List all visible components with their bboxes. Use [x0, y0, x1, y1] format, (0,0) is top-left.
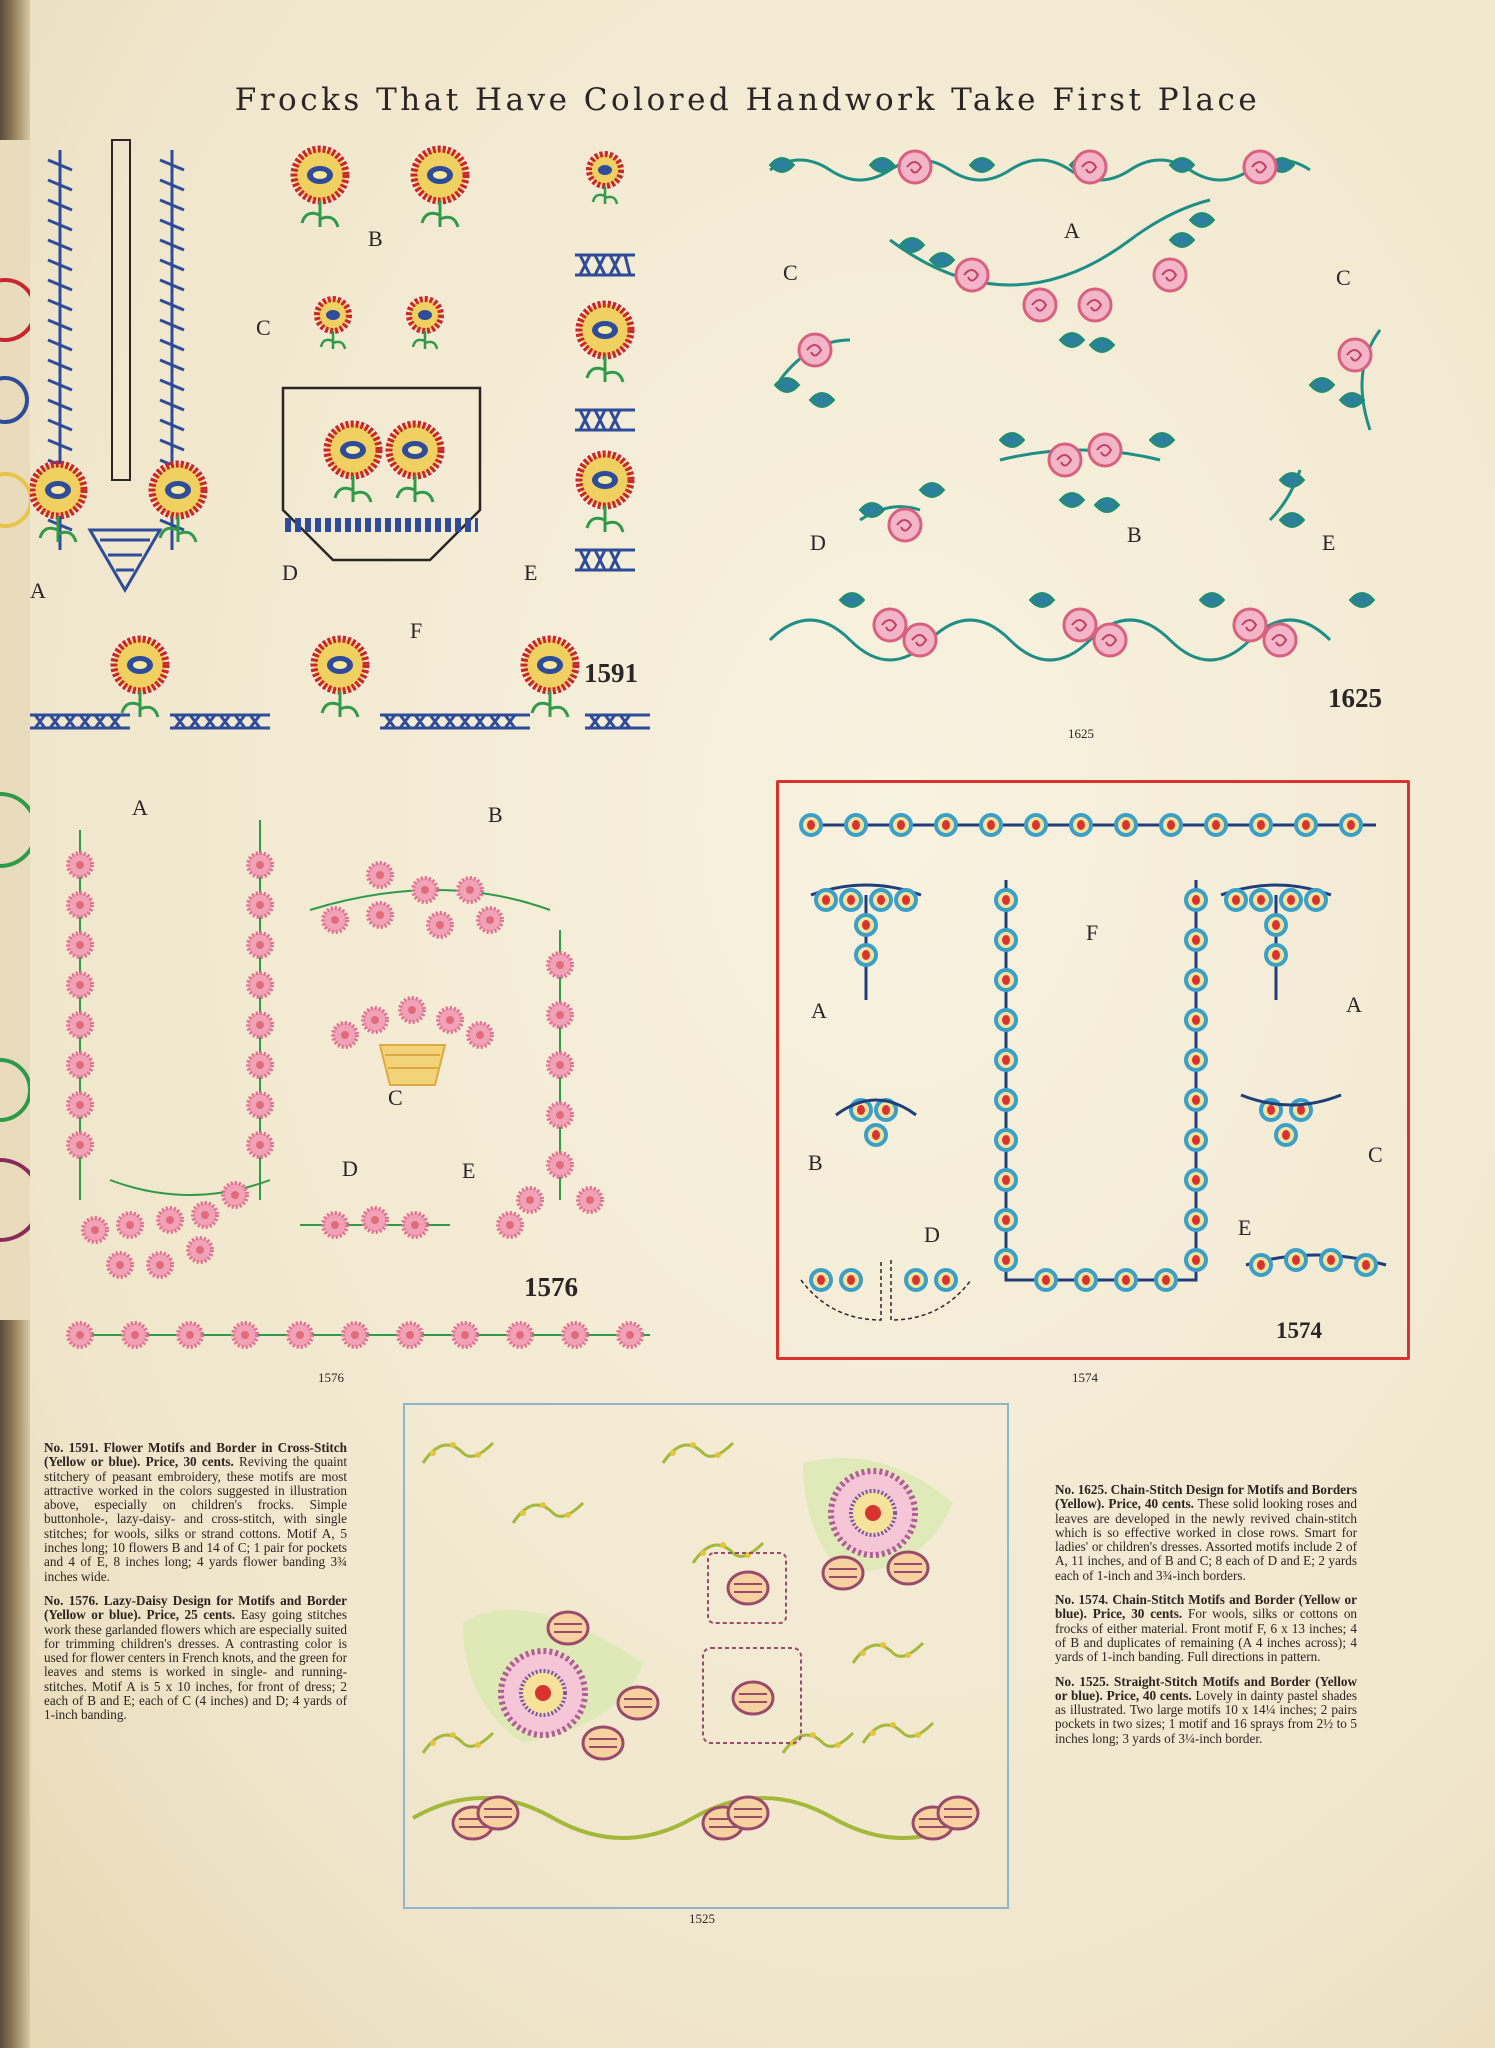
label-1574-b: B: [808, 1150, 823, 1175]
description-1625-body: These solid looking roses and leaves are developed in the newly revived chain-stitch which is so effective worked in close rows. Smart for ladies' or children's dresses. Assorted motifs include 2 of A, 11 inches, and of B and C; 8 each of D and E; 2 yards each of 1-inch and 3¾-inch borders.: [1055, 1496, 1357, 1583]
design-1576-panel: [30, 780, 680, 1390]
caption-number-1625: 1625: [1068, 726, 1094, 741]
label-1625-b: B: [1127, 522, 1142, 547]
description-1525: [1055, 1675, 1357, 1746]
label-1576-e: E: [462, 1158, 476, 1183]
design-1625-panel: [750, 130, 1410, 750]
label-1625-c-left: C: [783, 260, 798, 285]
description-1574-body: For wools, silks or cottons on frocks of either material. Front motif F, 6 x 13 inches; 4 of B and duplicates of remaining (A 4 inches across); 4 yards of 1-inch banding. Full directions in pattern.: [1055, 1606, 1358, 1665]
label-1625-d: D: [810, 530, 826, 555]
description-1576-heading: No. 1576. Lazy-Daisy Design for Motifs and Border (Yellow or blue). Price, 25 cents.: [44, 1592, 347, 1623]
design-number-1574: 1574: [1276, 1318, 1322, 1343]
label-1574-e: E: [1238, 1215, 1252, 1240]
description-1591-body: Reviving the quaint stitchery of peasant embroidery, these motifs are most attractive worked in the colors suggested in illustration above, especially on children's frocks. Simple buttonhole-, lazy-daisy- and cross-stitch, with single stitches; for wools, silks or strand cottons. Motif A, 5 inches long; 10 flowers B and 14 of C; 1 pair for pockets and 4 of E, 8 inches long; 4 yards flower banding 3¾ inches wide.: [44, 1454, 347, 1584]
label-1625-e: E: [1322, 530, 1336, 555]
description-1591-heading: No. 1591. Flower Motifs and Border in Cross-Stitch (Yellow or blue). Price, 30 cents.: [44, 1440, 347, 1470]
description-1576: [44, 1594, 347, 1723]
label-1591-a: A: [30, 578, 46, 603]
label-1625-c-right: C: [1336, 265, 1351, 290]
description-1591: [44, 1441, 347, 1584]
label-1591-c: C: [256, 315, 271, 340]
description-left-column: [44, 1441, 347, 1733]
label-1591-e: E: [524, 560, 538, 585]
label-1574-f: F: [1086, 920, 1099, 945]
caption-number-1576: 1576: [318, 1370, 344, 1385]
description-1625: [1055, 1483, 1357, 1583]
design-1525-panel: [403, 1403, 1007, 1948]
label-1576-c: C: [388, 1085, 403, 1110]
description-1574-heading: No. 1574. Chain-Stitch Motifs and Border (Yellow or blue). Price, 30 cents.: [1055, 1592, 1357, 1622]
description-1574: [1055, 1593, 1357, 1664]
description-1576-body: Easy going stitches work these garlanded flowers which are especially suited for trimming children's dresses. A contrasting color is used for flower centers in French knots, and the green for leaves and stems is worked in single- and running-stitches. Motif A is 5 x 10 inches, for front of dress; 2 each of B and E; each of C (4 inches) and D; 4 yards of 1-inch banding.: [44, 1607, 348, 1723]
description-1525-heading: No. 1525. Straight-Stitch Motifs and Border (Yellow or blue). Price, 40 cents.: [1055, 1673, 1357, 1703]
caption-number-1525: 1525: [689, 1911, 715, 1926]
description-right-column: [1055, 1483, 1357, 1756]
label-1591-b: B: [368, 226, 383, 251]
design-1525-artwork: [403, 1403, 1007, 1907]
label-1576-a: A: [132, 795, 148, 820]
design-1591-artwork: [30, 130, 670, 740]
adjacent-page-edge: [0, 140, 30, 1320]
label-1574-c: C: [1368, 1142, 1383, 1167]
description-1625-heading: No. 1625. Chain-Stitch Design for Motifs and Borders (Yellow). Price, 40 cents.: [1055, 1482, 1357, 1512]
label-1591-d: D: [282, 560, 298, 585]
label-1576-b: B: [488, 802, 503, 827]
design-1591-panel: [30, 130, 670, 740]
caption-number-1574: 1574: [1072, 1370, 1098, 1385]
design-number-1591: 1591: [584, 658, 638, 688]
design-1576-artwork: [30, 780, 680, 1360]
label-1591-f: F: [410, 618, 423, 643]
design-1574-panel: [776, 780, 1416, 1390]
label-1576-d: D: [342, 1156, 358, 1181]
label-1574-a-left: A: [811, 998, 827, 1023]
label-1574-d: D: [924, 1222, 940, 1247]
design-1574-artwork: [776, 780, 1410, 1360]
description-1525-body: Lovely in dainty pastel shades as illustrated. Two large motifs 10 x 14¼ inches; 2 pairs pockets in two sizes; 1 motif and 16 sprays from 2½ to 5 inches long; 3 yards of 3¼-inch border.: [1055, 1687, 1358, 1746]
design-1625-artwork: [750, 130, 1410, 690]
page-title: Frocks That Have Colored Handwork Take First Place: [234, 82, 1261, 118]
design-number-1576: 1576: [524, 1272, 578, 1302]
label-1574-a-right: A: [1346, 992, 1362, 1017]
label-1625-a: A: [1064, 218, 1080, 243]
design-number-1625: 1625: [1328, 683, 1382, 713]
